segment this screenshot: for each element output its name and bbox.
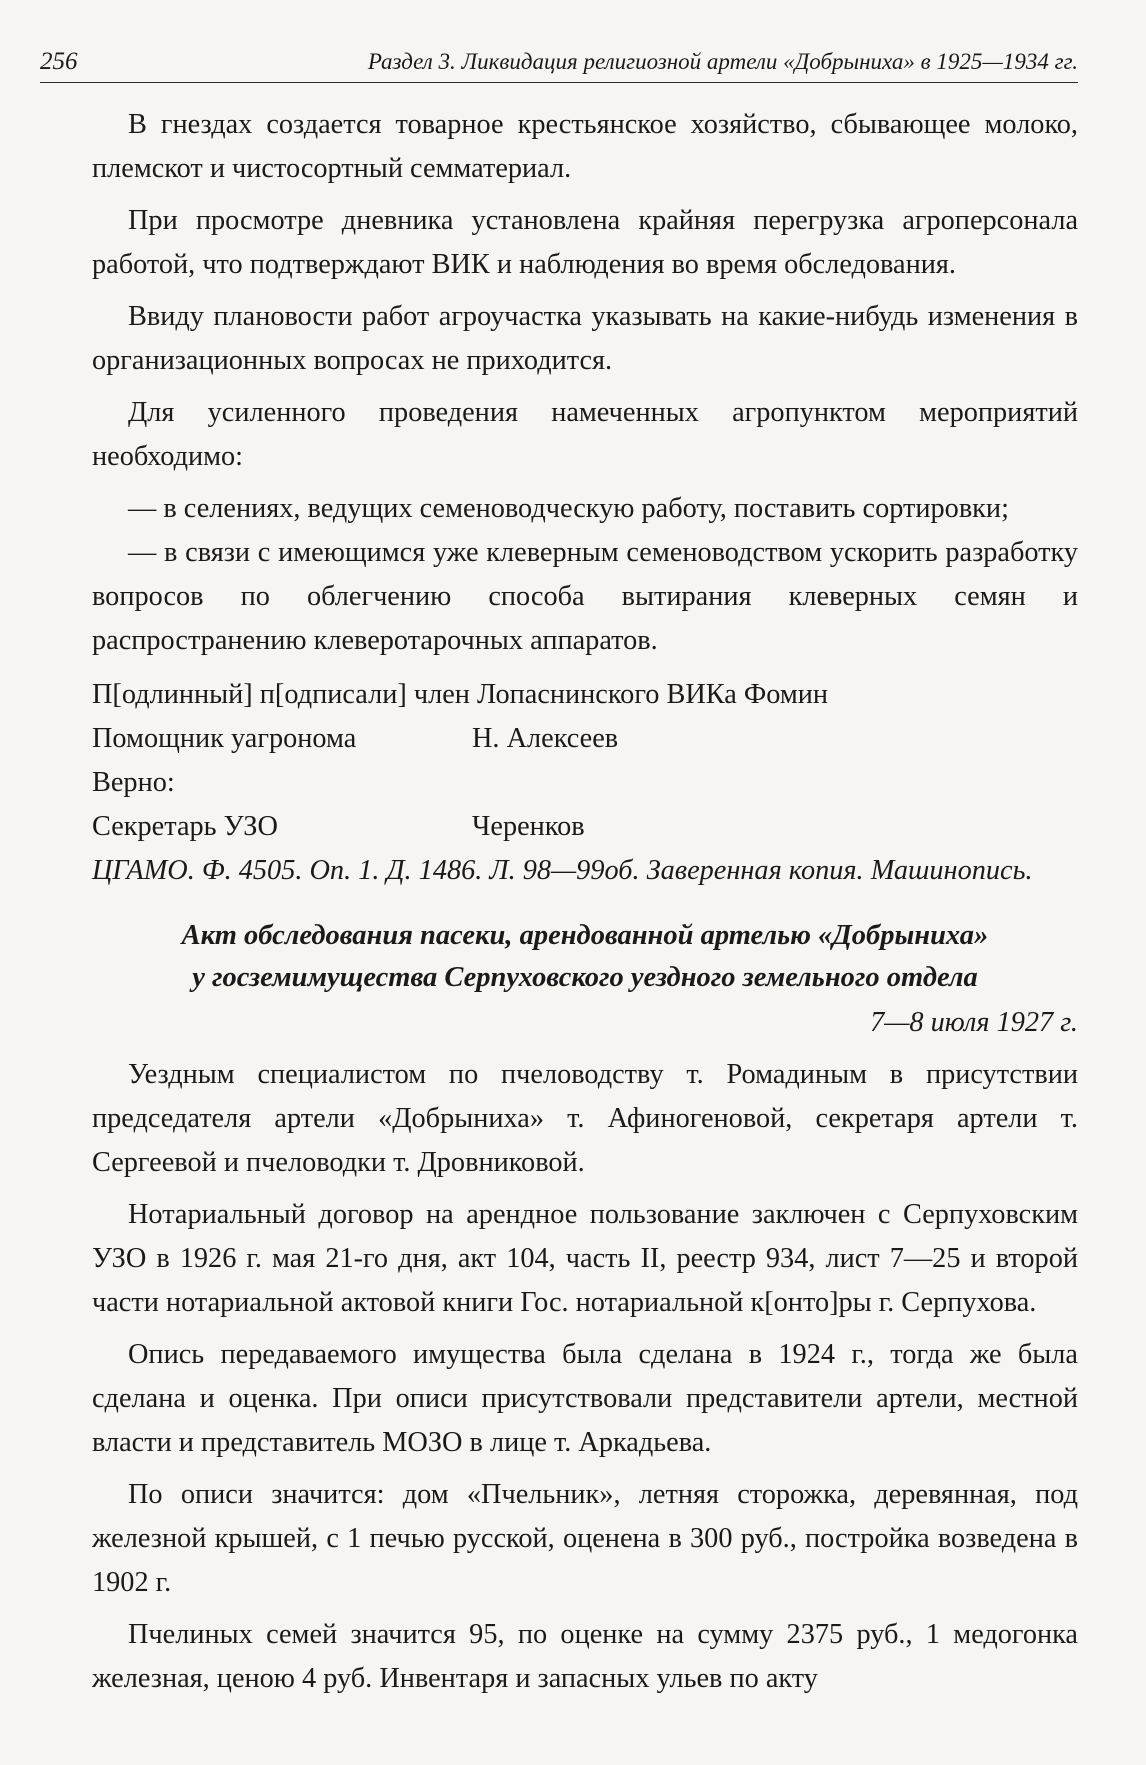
page-number: 256 bbox=[40, 48, 78, 75]
paragraph: В гнездах создается товарное крестьянское хозяйство, сбывающее молоко, племскот и чистосортный семматериал. bbox=[92, 109, 1078, 184]
paragraph: Пчелиных семей значится 95, по оценке на сумму 2375 руб., 1 медогонка железная, ценою 4 руб. Инвентаря и запасных ульев по акту bbox=[92, 1619, 1078, 1694]
running-header bbox=[40, 48, 1078, 83]
archive-source-note: ЦГАМО. Ф. 4505. Оп. 1. Д. 1486. Л. 98—99об. Заверенная копия. Машинопись. bbox=[92, 855, 1033, 886]
paragraph: Нотариальный договор на арендное пользование заключен с Серпуховским УЗО в 1926 г. мая 21-го дня, акт 104, часть II, реестр 934, лист 7—25 и второй части нотариальной актовой книги Гос. нотариальной к[онто]ры г. Серпухова. bbox=[92, 1199, 1078, 1318]
paragraph: При просмотре дневника установлена крайняя перегрузка агроперсонала работой, что подтверждают ВИК и наблюдения во время обследования. bbox=[92, 205, 1078, 280]
act-title-line: Акт обследования пасеки, арендованной артелью «Добрыниха» bbox=[181, 920, 989, 951]
page-body bbox=[92, 103, 1078, 1701]
running-title: Раздел 3. Ликвидация религиозной артели «Добрыниха» в 1925—1934 гг. bbox=[367, 49, 1078, 74]
signature-name: Н. Алексеев bbox=[472, 723, 619, 754]
signature-block bbox=[92, 673, 1078, 849]
dash-item: — в связи с имеющимся уже клеверным семеноводством ускорить разработку вопросов по облегчению способа вытирания клеверных семян и распространению клеверотарочных аппаратов. bbox=[92, 537, 1078, 656]
signature-line bbox=[92, 761, 1078, 805]
act-title bbox=[92, 915, 1078, 999]
signature-role: Секретарь УЗО bbox=[92, 811, 278, 842]
dash-item: — в селениях, ведущих семеноводческую работу, поставить сортировки; bbox=[128, 493, 1009, 524]
act-date: 7—8 июля 1927 г. bbox=[870, 1007, 1078, 1038]
paragraph: Опись передаваемого имущества была сделана в 1924 г., тогда же была сделана и оценка. При описи присутствовали представители артели, местной власти и представитель МОЗО в лице т. Аркадьева. bbox=[92, 1339, 1078, 1458]
paragraph: Для усиленного проведения намеченных агропунктом мероприятий необходимо: bbox=[92, 397, 1078, 472]
act-title-line: у госземимущества Серпуховского уездного земельного отдела bbox=[192, 962, 978, 993]
paragraph: Ввиду плановости работ агроучастка указывать на какие-нибудь изменения в организационных вопросах не приходится. bbox=[92, 301, 1078, 376]
signature-line bbox=[92, 805, 1078, 849]
signature-original: П[одлинный] п[одписали] член Лопаснинского ВИКа Фомин bbox=[92, 679, 829, 710]
signature-name: Черенков bbox=[472, 811, 585, 842]
paragraph: По описи значится: дом «Пчельник», летняя сторожка, деревянная, под железной крышей, с 1 печью русской, оценена в 300 руб., постройка возведена в 1902 г. bbox=[92, 1479, 1078, 1598]
certified-label: Верно: bbox=[92, 767, 175, 798]
paragraph: Уездным специалистом по пчеловодству т. Ромадиным в присутствии председателя артели «Добрыниха» т. Афиногеновой, секретаря артели т. Сергеевой и пчеловодки т. Дровниковой. bbox=[92, 1059, 1078, 1178]
signature-line bbox=[92, 673, 1078, 717]
signature-role: Помощник уагронома bbox=[92, 723, 357, 754]
signature-line bbox=[92, 717, 1078, 761]
